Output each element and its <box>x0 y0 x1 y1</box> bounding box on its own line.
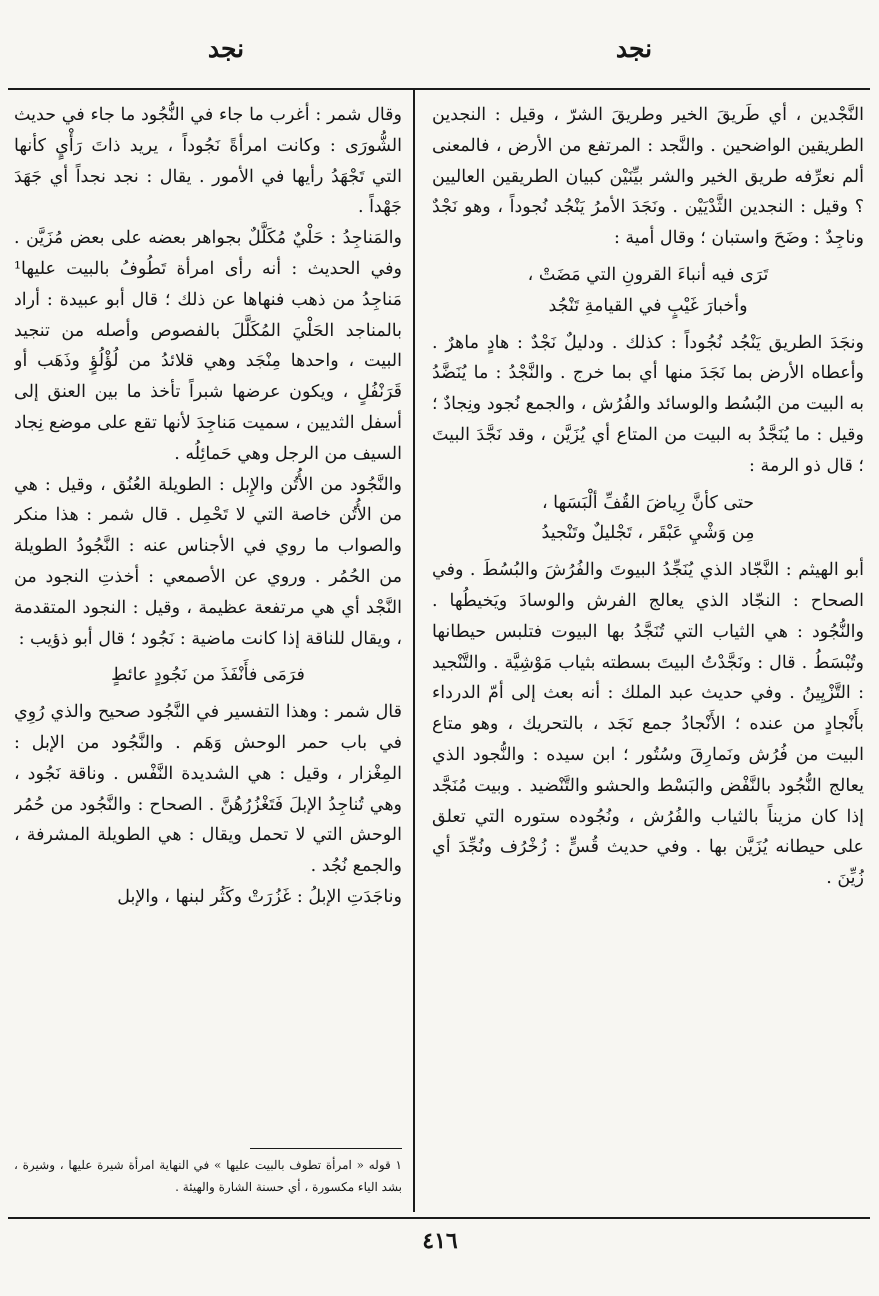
running-header-right: نجد <box>615 34 653 63</box>
paragraph: النَّجْدين ، أي طَريقَ الخير وطريقَ الشرّ ، وقيل : النجدين الطريقين الواضحين . والنَّجد : المرتفع من الأرض ، فالمعنى ألم نعرِّفه طريق الخير والشر بيِّنَيْن كبيان الطريقين العاليين ؟ وقيل : النجدين الثَّدْيَيْن . ونَجَدَ الأمرُ يَنْجُد نُجوداً ، وهو نَجْدٌ وناجِدٌ : وضَحَ واستبان ؛ وقال أمية : <box>432 105 864 249</box>
right-column <box>432 100 864 1208</box>
verse-line: مِن وَشْيِ عَبْقَر ، تَجْليلٌ وتَنْجيدُ <box>541 523 755 544</box>
top-rule <box>8 88 870 90</box>
running-header-left: نجد <box>207 34 245 63</box>
verse-block <box>432 488 864 550</box>
verse-line: وأخبارَ غَيْبٍ في القيامةِ تَنْجُد <box>548 295 748 316</box>
verse-block <box>14 660 402 691</box>
column-divider <box>413 90 415 1212</box>
verse-block <box>432 260 864 322</box>
paragraph: وقال شمر : أغرب ما جاء في النُّجُود ما جاء في حديث الشُّورَى : وكانت امرأةً نَجُوداً ، يريد ذاتَ رَأْيٍ كأنها التي تَجْهَدُ رأيها في الأمور . يقال : نجد نجداً أي جَهَدَ جَهْداً . <box>14 105 402 218</box>
footnote-rule <box>250 1148 402 1149</box>
left-column <box>14 100 402 1150</box>
bottom-rule <box>8 1217 870 1219</box>
paragraph: وناجَدَتِ الإبلُ : غَزُرَتْ وكَثُر لبنها ، والإبل <box>117 886 402 907</box>
verse-line: تَرَى فيه أنباءَ القرونِ التي مَضَتْ ، <box>527 264 769 285</box>
paragraph: أبو الهيثم : النَّجّاد الذي يُنَجِّدُ البيوتَ والفُرُشَ والبُسُطَ . وفي الصحاح : النجّاد الذي يعالج الفرش والوسادَ ويَخيطُها . والنُّجُود : هي الثياب التي تُنَجَّدُ بها البيوت فتلبس حيطانها وتُبْسَطُ . قال : ونَجَّدْتُ البيتَ بسطته بثياب مَوْشِيَّة . والتَّنْجيد : التَّزْيِينُ . وفي حديث عبد الملك : أنه بعث إلى أمّ الدرداء بأَنْجادٍ من عنده ؛ الأَنْجادُ جمع نَجَد ، بالتحريك ، وهو متاع البيت من فُرُش ونَمارِقَ وسُتُور ؛ ابن سيده : والنُّجود الذي يعالج النُّجُود بالنَّفْض والبَسْط والحشو والتَّنْضيد . وبيت مُنَجَّد إذا كان مزيناً بالثياب والفُرُش ، ونُجُوده ستوره التي تعلق على حيطانه يُزَيَّن بها . وفي حديث قُسٍّ : زُخْرُف ونُجِّدَ أي زُيِّنَ . <box>432 560 864 889</box>
verse-line: فرَمَى فأَنْفَذَ من نَجُودٍ عائطٍ <box>111 665 305 686</box>
footnote: ١ قوله « امرأة تطوف بالبيت عليها » في النهاية امرأة شيرة عليها ، وشيرة ، بشد الياء مكسورة ، أي حسنة الشارة والهيئة . <box>14 1158 402 1194</box>
page-number: ٤١٦ <box>422 1228 458 1254</box>
paragraph: والمَناجِدُ : حَلْيٌ مُكَلَّلٌ بجواهر بعضه على بعض مُزَيَّن . وفي الحديث : أنه رأى امرأة تَطُوفُ بالبيت عليها¹ مَناجِدُ من ذهب فنهاها عن ذلك ؛ قال أبو عبيدة : أراد بالمناجد الحَلْيَ المُكَلَّلَ بالفصوص وأصله من تنجيد البيت ، واحدها مِنْجَد وهي قلائدُ من لُؤْلُؤٍ وذَهَب أو قَرَنْفُلٍ ، ويكون عرضها شبراً تأخذ ما بين العنق إلى أسفل الثديين ، سميت مَناجِدَ لأنها تقع على موضع نِجاد السيف من الرجل وهي حَمائِلُه . <box>14 228 402 464</box>
paragraph: ونجَدَ الطريق يَنْجُد نُجُوداً : كذلك . ودليلٌ نَجْدٌ : هادٍ ماهرٌ . وأعطاه الأرض بما نَجَدَ منها أي بما خرج . والنَّجْدُ : ما يُنَضَّدُ به البيت من البُسُط والوسائد والفُرُش ، والجمع نُجود ونِجادٌ ؛ وقيل : ما يُنَجَّدُ به البيت من المتاع أي يُزَيَّن ، وقد نَجَّدَ البيتَ ؛ قال ذو الرمة : <box>432 332 864 476</box>
paragraph: والنَّجُود من الأُتُن والإِبل : الطويلة العُنُق ، وقيل : هي من الأُتُن خاصة التي لا تَحْمِل . قال شمر : هذا منكر والصواب ما روي في الأجناس عنه : النَّجُودُ الطويلة من الحُمُر . وروي عن الأصمعي : أخذتِ النجود من النَّجْد أي هي مرتفعة عظيمة ، وقيل : النجود المتقدمة ، ويقال للناقة إذا كانت ماضية : نَجُود ؛ قال أبو ذؤيب : <box>14 474 402 649</box>
paragraph: قال شمر : وهذا التفسير في النَّجُود صحيح والذي رُوِي في باب حمر الوحش وَهَم . والنَّجُود من الإبل : المِغْزار ، وقيل : هي الشديدة النَّفْس . وناقة نَجُود ، وهي تُناجِدُ الإبلَ فَتَغْزُرُهُنَّ . الصحاح : والنَّجُود من حُمُر الوحش التي لا تحمل ويقال : هي الطويلة المشرفة ، والجمع نُجُد . <box>14 702 402 877</box>
verse-line: حتى كأنَّ رِياضَ القُفِّ ألْبَسَها ، <box>541 492 755 513</box>
